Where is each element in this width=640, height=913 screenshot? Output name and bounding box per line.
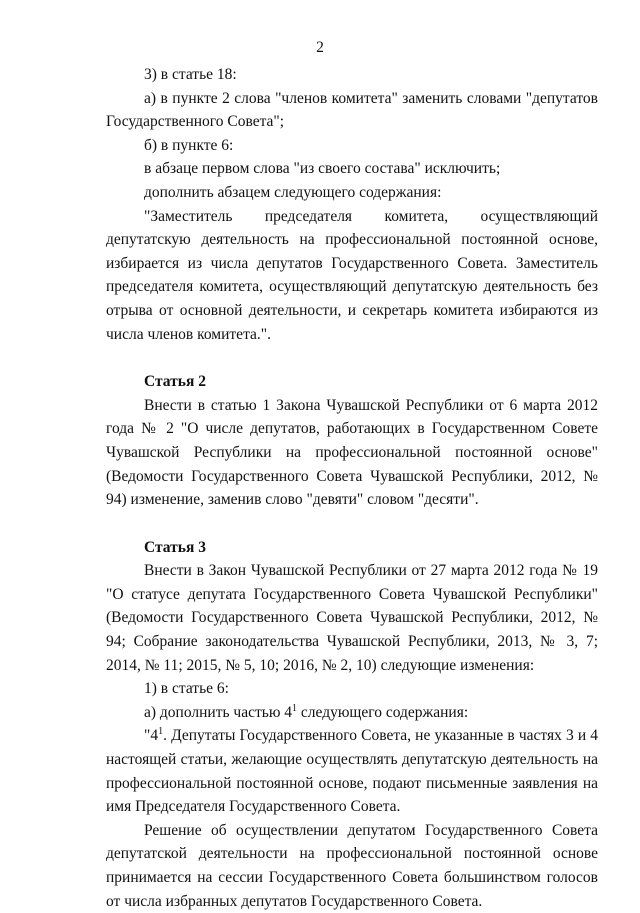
article-3-heading: Статья 3 [144,538,206,556]
article-2-heading: Статья 2 [144,373,206,391]
quoted-part-number: "4 [144,727,159,745]
page-number: 2 [316,39,324,56]
section-gap [106,346,598,370]
article-3-item-1: 1) в статье 6: [144,680,229,698]
section-gap [106,512,598,536]
amendment-subitem-a: а) в пункте 2 слова "членов комитета" заменить словами "депутатов Государственного Совета"; [106,89,598,131]
article-3-intro: Внести в Закон Чувашской Республики от 27 марта 2012 года № 19 "О статусе депутата Государственного Совета Чувашской Республики" (Ведомости Государственного Совета Чувашской Республики, 2012, № 94; Собрание законодательства Чувашской Республики, 2013, № 3, 7; 2014, № 11; 2015, № 5, 10; 2016, № 2, 10) следующие изменения: [106,562,598,674]
quoted-part-4-1 [106,724,598,818]
quoted-part-text: . Депутаты Государственного Совета, не указанные в частях 3 и 4 настоящей статьи, желающие осуществлять депутатскую деятельность на профессиональной постоянной основе, подают письменные заявления на имя Председателя Государственного Совета. [106,727,598,816]
subitem-a-text: а) дополнить частью 4 [144,703,293,721]
article-3-subitem-a [106,701,598,725]
quoted-amendment-text: "Заместитель председателя комитета, осуществляющий депутатскую деятельность на профессиональной постоянной основе, избирается из числа депутатов Государственного Совета. Заместитель председателя комитета, осуществляющий депутатскую деятельность без отрыва от основной деятельности, и секретарь комитета избираются из числа членов комитета.". [106,207,598,343]
article-3-decision-paragraph: Решение об осуществлении депутатом Государственного Совета депутатской деятельности на профессиональной постоянной основе принимается на сессии Государственного Совета большинством голосов от числа избранных депутатов Государственного Совета. [106,821,598,910]
subitem-a-text-tail: следующего содержания: [297,703,469,721]
amendment-item-3: 3) в статье 18: [144,66,237,83]
document-body [106,63,598,913]
amendment-paragraph: в абзаце первом слова "из своего состава" исключить; [144,160,501,178]
article-2-text: Внести в статью 1 Закона Чувашской Республики от 6 марта 2012 года № 2 "О числе депутатов, работающих в Государственном Совете Чувашской Республики на профессиональной постоянной основе" (Ведомости Государственного Совета Чувашской Республики, 2012, № 94) изменение, заменив слово "девяти" словом "десяти". [106,396,598,509]
amendment-paragraph: дополнить абзацем следующего содержания: [144,183,442,201]
superscript: 1 [292,702,298,714]
superscript: 1 [158,726,164,738]
amendment-subitem-b: б) в пункте 6: [144,136,234,154]
